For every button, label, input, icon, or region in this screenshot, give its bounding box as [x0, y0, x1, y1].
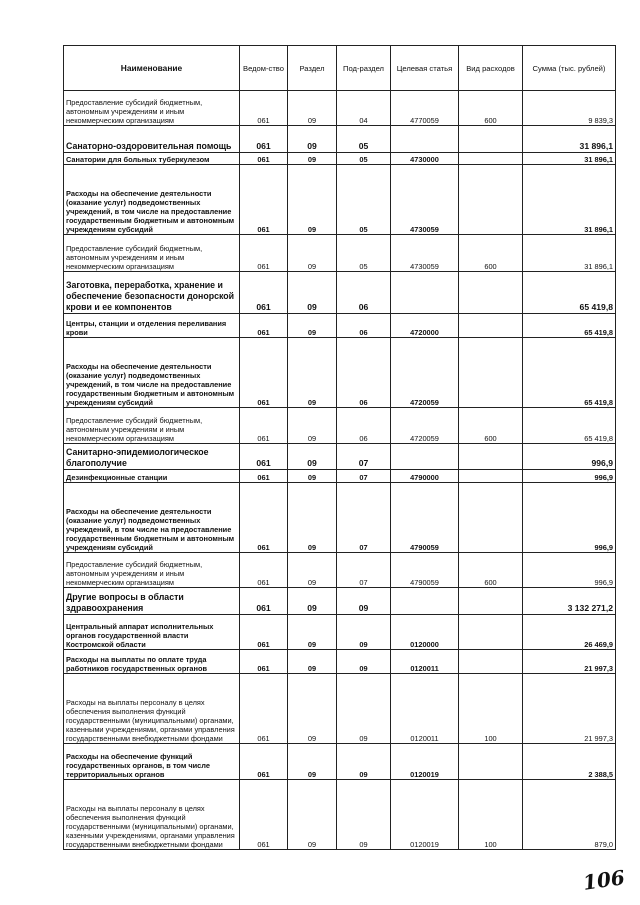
- row-section: 09: [288, 314, 337, 338]
- row-section: 09: [288, 235, 337, 272]
- row-exp-type: [459, 126, 523, 153]
- row-target: 0120011: [391, 674, 459, 744]
- table-row: [64, 235, 616, 272]
- row-exp-type: [459, 470, 523, 483]
- row-sum: 65 419,8: [523, 338, 616, 408]
- header-name: Наименование: [64, 46, 240, 91]
- table-row: [64, 444, 616, 470]
- row-dept: 061: [240, 744, 288, 780]
- row-sum: 996,9: [523, 470, 616, 483]
- row-name: Расходы на выплаты персоналу в целях обеспечения выполнения функций государственными (муниципальными) органами, казенными учреждениями, органами управления государственными внебюджетными фондами: [64, 780, 240, 850]
- row-target: 4730059: [391, 235, 459, 272]
- row-sum: 31 896,1: [523, 235, 616, 272]
- row-dept: 061: [240, 674, 288, 744]
- header-section: Раздел: [288, 46, 337, 91]
- row-sum: 3 132 271,2: [523, 588, 616, 615]
- page-number: 106: [581, 865, 627, 895]
- row-subsection: 07: [337, 470, 391, 483]
- row-section: 09: [288, 553, 337, 588]
- row-subsection: 05: [337, 153, 391, 165]
- row-subsection: 07: [337, 553, 391, 588]
- row-dept: 061: [240, 314, 288, 338]
- row-name: Предоставление субсидий бюджетным, автономным учреждениям и иным некоммерческим организациям: [64, 91, 240, 126]
- row-target: [391, 588, 459, 615]
- row-name: Заготовка, переработка, хранение и обеспечение безопасности донорской крови и ее компонентов: [64, 272, 240, 314]
- row-exp-type: [459, 483, 523, 553]
- row-target: 4720059: [391, 408, 459, 444]
- row-section: 09: [288, 338, 337, 408]
- row-sum: 65 419,8: [523, 408, 616, 444]
- header-target: Целевая статья: [391, 46, 459, 91]
- row-name: Центры, станции и отделения переливания крови: [64, 314, 240, 338]
- row-exp-type: 100: [459, 674, 523, 744]
- header-exp-type: Вид расходов: [459, 46, 523, 91]
- table-row: [64, 744, 616, 780]
- row-subsection: 09: [337, 615, 391, 650]
- row-dept: 061: [240, 444, 288, 470]
- table-row: [64, 338, 616, 408]
- row-section: 09: [288, 615, 337, 650]
- row-sum: 9 839,3: [523, 91, 616, 126]
- row-dept: 061: [240, 165, 288, 235]
- row-name: Санитарно-эпидемиологическое благополучие: [64, 444, 240, 470]
- row-sum: 31 896,1: [523, 126, 616, 153]
- row-sum: 879,0: [523, 780, 616, 850]
- table-row: [64, 126, 616, 153]
- row-target: 4730000: [391, 153, 459, 165]
- table-row: [64, 272, 616, 314]
- row-subsection: 06: [337, 272, 391, 314]
- row-target: 4790059: [391, 553, 459, 588]
- row-subsection: 06: [337, 314, 391, 338]
- row-section: 09: [288, 780, 337, 850]
- row-dept: 061: [240, 553, 288, 588]
- row-exp-type: 600: [459, 91, 523, 126]
- row-name: Предоставление субсидий бюджетным, автономным учреждениям и иным некоммерческим организациям: [64, 235, 240, 272]
- row-exp-type: [459, 272, 523, 314]
- row-dept: 061: [240, 408, 288, 444]
- row-target: 4730059: [391, 165, 459, 235]
- row-dept: 061: [240, 91, 288, 126]
- row-target: 0120011: [391, 650, 459, 674]
- row-dept: 061: [240, 338, 288, 408]
- row-subsection: 05: [337, 165, 391, 235]
- row-name: Расходы на обеспечение деятельности (оказание услуг) подведомственных учреждений, в том числе на предоставление государственным бюджетным и автономным учреждениям субсидий: [64, 165, 240, 235]
- row-name: Санатории для больных туберкулезом: [64, 153, 240, 165]
- row-subsection: 09: [337, 744, 391, 780]
- row-sum: 21 997,3: [523, 650, 616, 674]
- row-section: 09: [288, 744, 337, 780]
- row-target: 0120019: [391, 744, 459, 780]
- row-dept: 061: [240, 126, 288, 153]
- row-subsection: 06: [337, 408, 391, 444]
- row-dept: 061: [240, 483, 288, 553]
- row-subsection: 09: [337, 780, 391, 850]
- row-section: 09: [288, 126, 337, 153]
- row-section: 09: [288, 483, 337, 553]
- row-exp-type: [459, 153, 523, 165]
- header-dept: Ведом-ство: [240, 46, 288, 91]
- row-exp-type: 100: [459, 780, 523, 850]
- row-section: 09: [288, 91, 337, 126]
- row-target: 4790000: [391, 470, 459, 483]
- row-sum: 2 388,5: [523, 744, 616, 780]
- row-subsection: 06: [337, 338, 391, 408]
- row-exp-type: [459, 588, 523, 615]
- row-subsection: 05: [337, 126, 391, 153]
- row-exp-type: [459, 650, 523, 674]
- row-target: [391, 272, 459, 314]
- row-target: [391, 126, 459, 153]
- table-row: [64, 153, 616, 165]
- row-sum: 21 997,3: [523, 674, 616, 744]
- row-target: 4720000: [391, 314, 459, 338]
- row-dept: 061: [240, 153, 288, 165]
- row-exp-type: [459, 338, 523, 408]
- row-exp-type: 600: [459, 553, 523, 588]
- row-exp-type: [459, 314, 523, 338]
- row-name: Расходы на обеспечение функций государственных органов, в том числе территориальных органов: [64, 744, 240, 780]
- row-sum: 26 469,9: [523, 615, 616, 650]
- row-dept: 061: [240, 588, 288, 615]
- row-sum: 31 896,1: [523, 153, 616, 165]
- row-name: Предоставление субсидий бюджетным, автономным учреждениям и иным некоммерческим организациям: [64, 553, 240, 588]
- row-subsection: 04: [337, 91, 391, 126]
- row-target: 4770059: [391, 91, 459, 126]
- row-exp-type: 600: [459, 235, 523, 272]
- row-dept: 061: [240, 235, 288, 272]
- row-name: Расходы на обеспечение деятельности (оказание услуг) подведомственных учреждений, в том числе на предоставление государственным бюджетным и автономным учреждениям субсидий: [64, 338, 240, 408]
- table-row: [64, 483, 616, 553]
- row-dept: 061: [240, 650, 288, 674]
- row-subsection: 09: [337, 674, 391, 744]
- row-section: 09: [288, 444, 337, 470]
- table-row: [64, 470, 616, 483]
- table-row: [64, 165, 616, 235]
- row-sum: 31 896,1: [523, 165, 616, 235]
- row-subsection: 05: [337, 235, 391, 272]
- table-row: [64, 314, 616, 338]
- row-target: 4720059: [391, 338, 459, 408]
- row-exp-type: [459, 615, 523, 650]
- table-header-row: [64, 46, 616, 91]
- row-sum: 996,9: [523, 553, 616, 588]
- table-row: [64, 650, 616, 674]
- row-target: [391, 444, 459, 470]
- table-row: [64, 408, 616, 444]
- row-dept: 061: [240, 272, 288, 314]
- row-section: 09: [288, 470, 337, 483]
- row-name: Расходы на выплаты персоналу в целях обеспечения выполнения функций государственными (муниципальными) органами, казенными учреждениями, органами управления государственными внебюджетными фондами: [64, 674, 240, 744]
- row-name: Предоставление субсидий бюджетным, автономным учреждениям и иным некоммерческим организациям: [64, 408, 240, 444]
- row-sum: 65 419,8: [523, 314, 616, 338]
- row-name: Центральный аппарат исполнительных органов государственной власти Костромской области: [64, 615, 240, 650]
- row-target: 4790059: [391, 483, 459, 553]
- table-row: [64, 615, 616, 650]
- header-sum: Сумма (тыс. рублей): [523, 46, 616, 91]
- row-sum: 996,9: [523, 444, 616, 470]
- row-exp-type: [459, 165, 523, 235]
- row-exp-type: [459, 744, 523, 780]
- row-section: 09: [288, 272, 337, 314]
- table-row: [64, 553, 616, 588]
- row-name: Другие вопросы в области здравоохранения: [64, 588, 240, 615]
- table-row: [64, 91, 616, 126]
- row-section: 09: [288, 153, 337, 165]
- row-subsection: 07: [337, 444, 391, 470]
- row-subsection: 09: [337, 650, 391, 674]
- row-section: 09: [288, 165, 337, 235]
- row-subsection: 09: [337, 588, 391, 615]
- budget-table: [63, 45, 616, 850]
- row-section: 09: [288, 408, 337, 444]
- budget-table-page: [63, 45, 615, 850]
- row-section: 09: [288, 588, 337, 615]
- row-target: 0120000: [391, 615, 459, 650]
- row-dept: 061: [240, 780, 288, 850]
- row-dept: 061: [240, 615, 288, 650]
- row-dept: 061: [240, 470, 288, 483]
- row-name: Расходы на обеспечение деятельности (оказание услуг) подведомственных учреждений, в том числе на предоставление государственным бюджетным и автономным учреждениям субсидий: [64, 483, 240, 553]
- table-row: [64, 588, 616, 615]
- table-row: [64, 780, 616, 850]
- row-exp-type: [459, 444, 523, 470]
- row-name: Санаторно-оздоровительная помощь: [64, 126, 240, 153]
- row-sum: 996,9: [523, 483, 616, 553]
- table-row: [64, 674, 616, 744]
- row-exp-type: 600: [459, 408, 523, 444]
- row-section: 09: [288, 650, 337, 674]
- row-subsection: 07: [337, 483, 391, 553]
- row-sum: 65 419,8: [523, 272, 616, 314]
- row-name: Дезинфекционные станции: [64, 470, 240, 483]
- row-section: 09: [288, 674, 337, 744]
- row-name: Расходы на выплаты по оплате труда работников государственных органов: [64, 650, 240, 674]
- header-subsection: Под-раздел: [337, 46, 391, 91]
- row-target: 0120019: [391, 780, 459, 850]
